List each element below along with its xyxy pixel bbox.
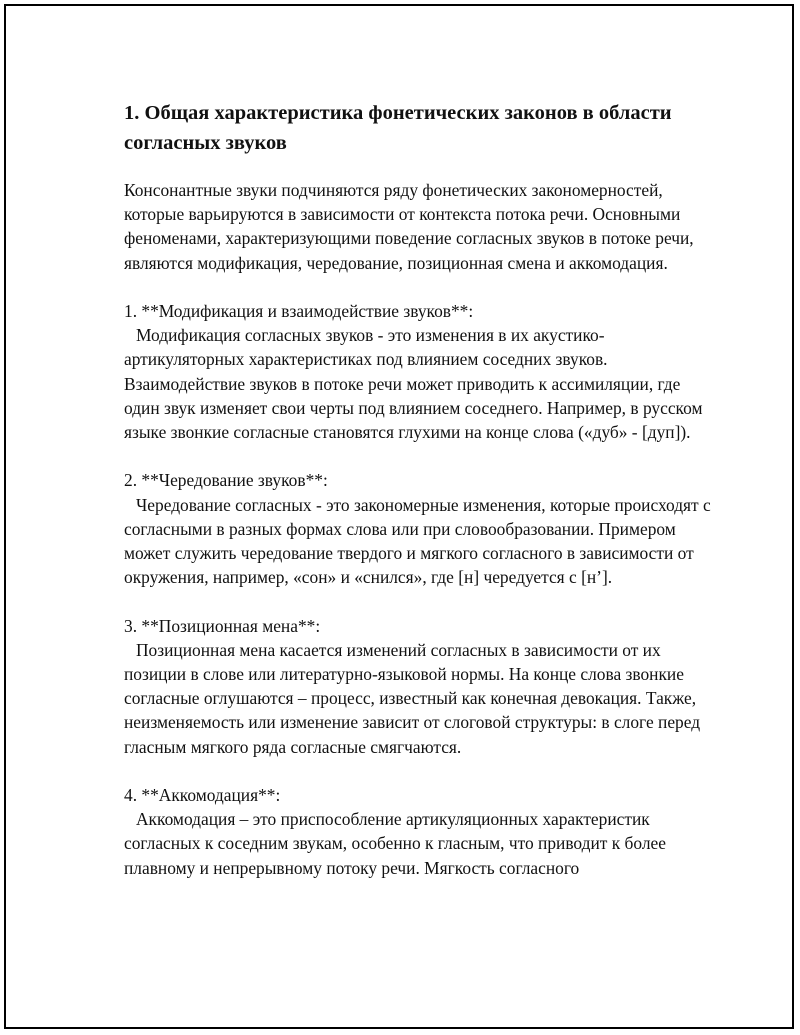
section-positional-change [124,614,714,759]
intro-paragraph: Консонантные звуки подчиняются ряду фонетических закономерностей, которые варьируются в зависимости от контекста потока речи. Основными феноменами, характеризующими поведение согласных звуков в потоке речи, являются модификация, чередование, позиционная смена и аккомодация. [124,180,694,273]
page-frame [4,4,794,1029]
section-heading: 1. **Модификация и взаимодействие звуков**: [124,301,474,321]
section-body: Позиционная мена касается изменений согласных в зависимости от их позиции в слове или литературно-языковой нормы. На конце слова звонкие согласные оглушаются – процесс, известный как конечная девокация. Также, неизменяемость или изменение зависит от слоговой структуры: в слоге перед гласным мягкого ряда согласные смягчаются. [124,639,701,757]
section-heading: 4. **Аккомодация**: [124,785,281,806]
page-title: 1. Общая характеристика фонетических законов в области согласных звуков [124,102,672,154]
section-body: Чередование согласных - это закономерные изменения, которые происходят с согласными в разных формах слова или при словообразовании. Примером может служить чередование твердого и мягкого согласного в зависимости от окружения, например, «сон» и «снился», где [н] чередуется с [н’]. [124,494,711,588]
section-body: Аккомодация – это приспособление артикуляционных характеристик согласных к соседним звукам, особенно к гласным, что приводит к более плавному и непрерывному потоку речи. Мягкость согласного [124,809,666,878]
section-alternation [124,468,714,589]
section-body: Модификация согласных звуков - это изменения в их акустико-артикуляторных характеристиках под влиянием соседних звуков. Взаимодействие звуков в потоке речи может приводить к ассимиляции, где один звук изменяет свои черты под влиянием соседнего. Например, в русском языке звонкие согласные становятся глухими на конце слова («дуб» - [дуп]). [124,325,703,443]
section-heading: 2. **Чередование звуков**: [124,470,328,491]
section-heading: 3. **Позиционная мена**: [124,615,321,636]
section-modification [124,299,714,444]
section-accommodation [124,783,714,880]
document-content [124,98,714,880]
